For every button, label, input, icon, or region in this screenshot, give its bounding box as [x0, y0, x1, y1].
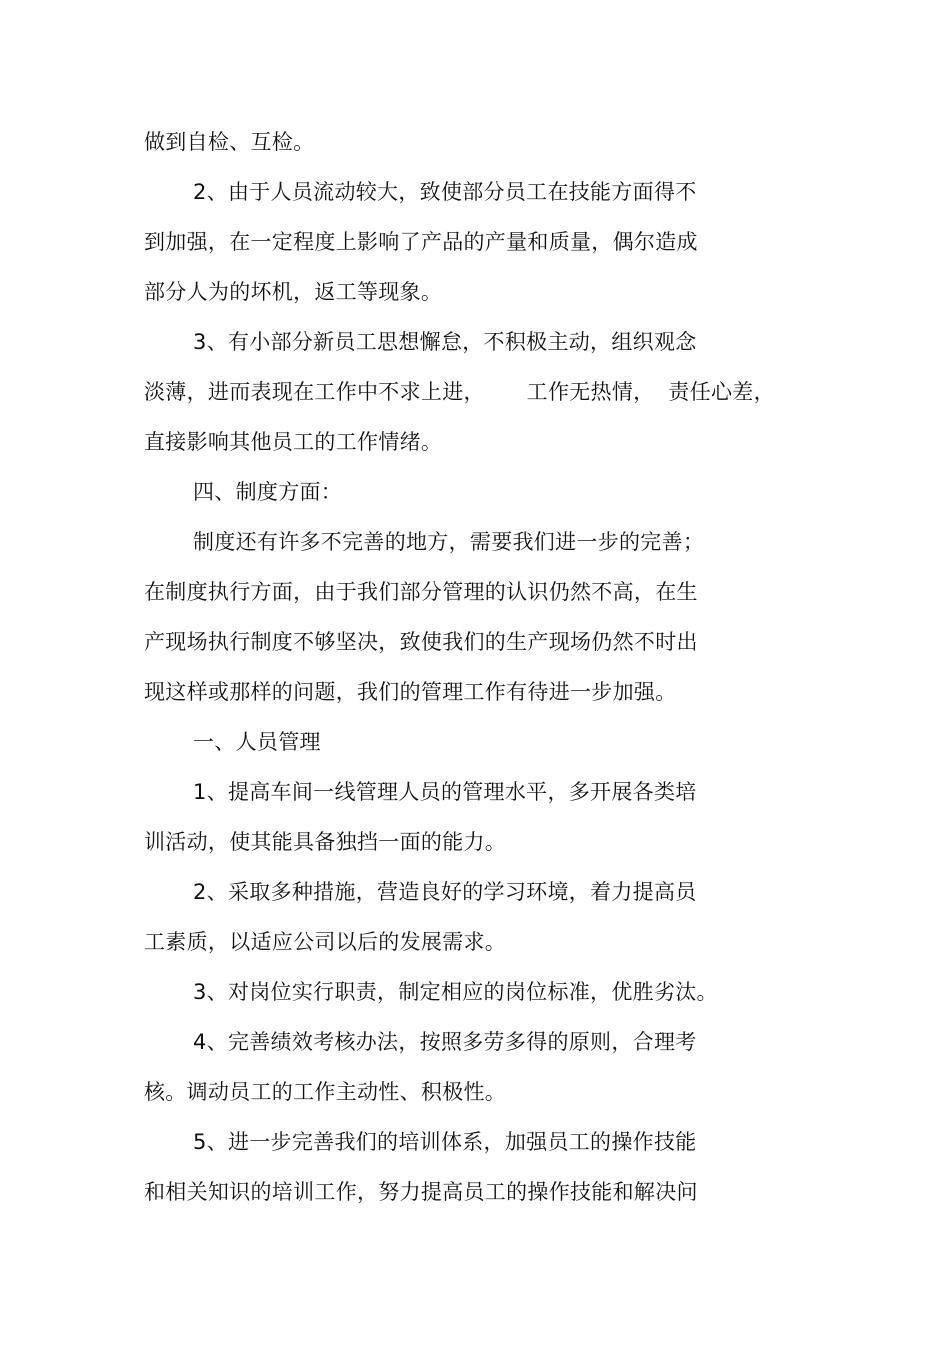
- text-line: 做到自检、互检。: [144, 130, 315, 154]
- text-line: 核。调动员工的工作主动性、积极性。: [144, 1080, 507, 1104]
- text-line: 4、完善绩效考核办法，按照多劳多得的原则，合理考: [193, 1030, 697, 1054]
- text-line: 5、进一步完善我们的培训体系，加强员工的操作技能: [193, 1130, 697, 1154]
- text-line: 制度还有许多不完善的地方，需要我们进一步的完善；: [193, 530, 705, 554]
- text-line: 直接影响其他员工的工作情绪。: [144, 430, 443, 454]
- text-line: 训活动，使其能具备独挡一面的能力。: [144, 830, 507, 854]
- text-line: 1、提高车间一线管理人员的管理水平，多开展各类培: [193, 780, 697, 804]
- section-heading: 一、人员管理: [193, 730, 321, 754]
- text-line: 2、采取多种措施，营造良好的学习环境，着力提高员: [193, 880, 697, 904]
- text-line: 到加强，在一定程度上影响了产品的产量和质量，偶尔造成: [144, 230, 698, 254]
- text-line: 3、有小部分新员工思想懈怠，不积极主动，组织观念: [193, 330, 697, 354]
- section-heading: 四、制度方面：: [193, 480, 343, 504]
- text-line: 3、对岗位实行职责，制定相应的岗位标准，优胜劣汰。: [193, 980, 718, 1004]
- text-line: 2、由于人员流动较大，致使部分员工在技能方面得不: [193, 180, 697, 204]
- text-line: 现这样或那样的问题，我们的管理工作有待进一步加强。: [144, 680, 677, 704]
- text-line: 部分人为的坏机，返工等现象。: [144, 280, 443, 304]
- text-line: 工素质，以适应公司以后的发展需求。: [144, 930, 507, 954]
- text-line: 在制度执行方面，由于我们部分管理的认识仍然不高，在生: [144, 580, 698, 604]
- text-line: 产现场执行制度不够坚决，致使我们的生产现场仍然不时出: [144, 630, 698, 654]
- text-line: 淡薄，进而表现在工作中不求上进， 工作无热情， 责任心差，: [144, 380, 775, 404]
- text-line: 和相关知识的培训工作，努力提高员工的操作技能和解决问: [144, 1180, 698, 1204]
